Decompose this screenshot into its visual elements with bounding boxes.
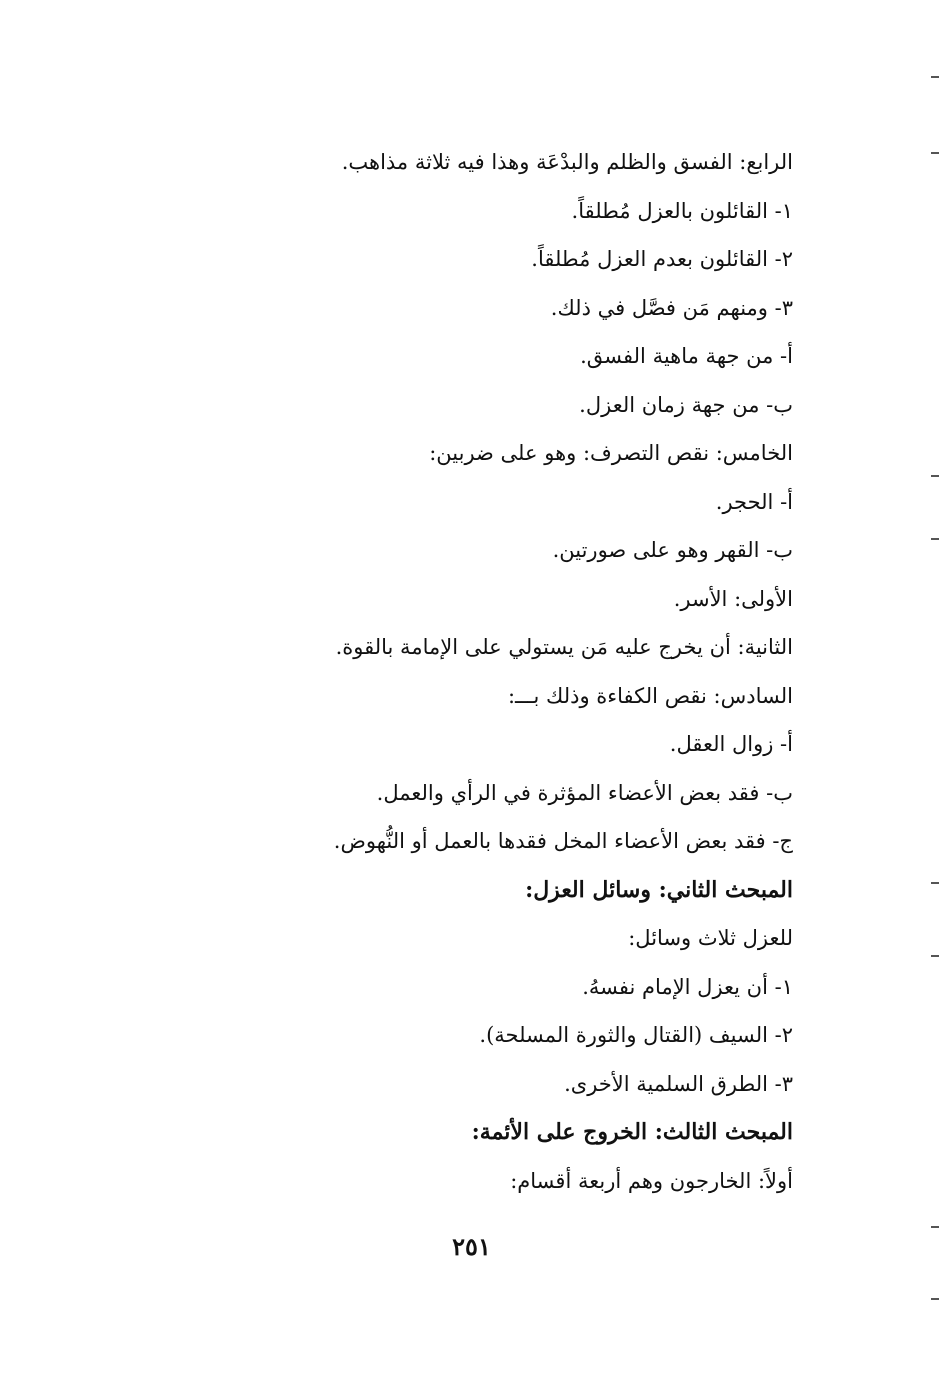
body-line: الأولى: الأسر. <box>673 586 793 611</box>
scan-margin-mark <box>931 1298 939 1300</box>
list-item: ٣- الطرق السلمية الأخرى. <box>564 1071 793 1096</box>
list-item: ٣- ومنهم مَن فصَّل في ذلك. <box>550 295 793 320</box>
scan-margin-mark <box>931 955 939 957</box>
section-heading: المبحث الثاني: وسائل العزل: <box>525 876 793 903</box>
list-item: ب- من جهة زمان العزل. <box>579 392 793 417</box>
scan-margin-mark <box>931 538 939 540</box>
scan-margin-mark <box>931 475 939 477</box>
scan-margin-mark <box>931 152 939 154</box>
body-line: الرابع: الفسق والظلم والبدْعَة وهذا فيه ثلاثة مذاهب. <box>341 150 793 174</box>
scan-margin-mark <box>931 882 939 884</box>
list-item: ج- فقد بعض الأعضاء المخل فقدها بالعمل أو النُّهوض. <box>333 829 793 853</box>
list-item: أ- الحجر. <box>715 489 793 514</box>
scan-margin-mark <box>931 1226 939 1228</box>
list-item: ٢- السيف (القتال والثورة المسلحة). <box>479 1023 793 1047</box>
page-body <box>233 138 793 1205</box>
page-number: ٢٥١ <box>452 1232 491 1261</box>
scan-margin-mark <box>931 76 939 78</box>
body-line: السادس: نقص الكفاءة وذلك بـــ: <box>507 683 793 708</box>
list-item: أ- زوال العقل. <box>669 732 793 756</box>
list-item: ١- أن يعزل الإمام نفسهُ. <box>582 974 793 999</box>
list-item: ١- القائلون بالعزل مُطلقاً. <box>571 198 793 223</box>
section-heading: المبحث الثالث: الخروج على الأئمة: <box>471 1119 793 1145</box>
list-item: ٢- القائلون بعدم العزل مُطلقاً. <box>531 247 793 271</box>
body-line: للعزل ثلاث وسائل: <box>628 926 793 950</box>
body-line: الخامس: نقص التصرف: وهو على ضربين: <box>429 441 793 465</box>
list-item: ب- القهر وهو على صورتين. <box>552 538 793 562</box>
list-item: ب- فقد بعض الأعضاء المؤثرة في الرأي والعمل. <box>376 780 793 805</box>
body-line: الثانية: أن يخرج عليه مَن يستولي على الإمامة بالقوة. <box>335 635 793 659</box>
list-item: أ- من جهة ماهية الفسق. <box>580 344 793 368</box>
body-line: أولاً: الخارجون وهم أربعة أقسام: <box>510 1168 793 1193</box>
